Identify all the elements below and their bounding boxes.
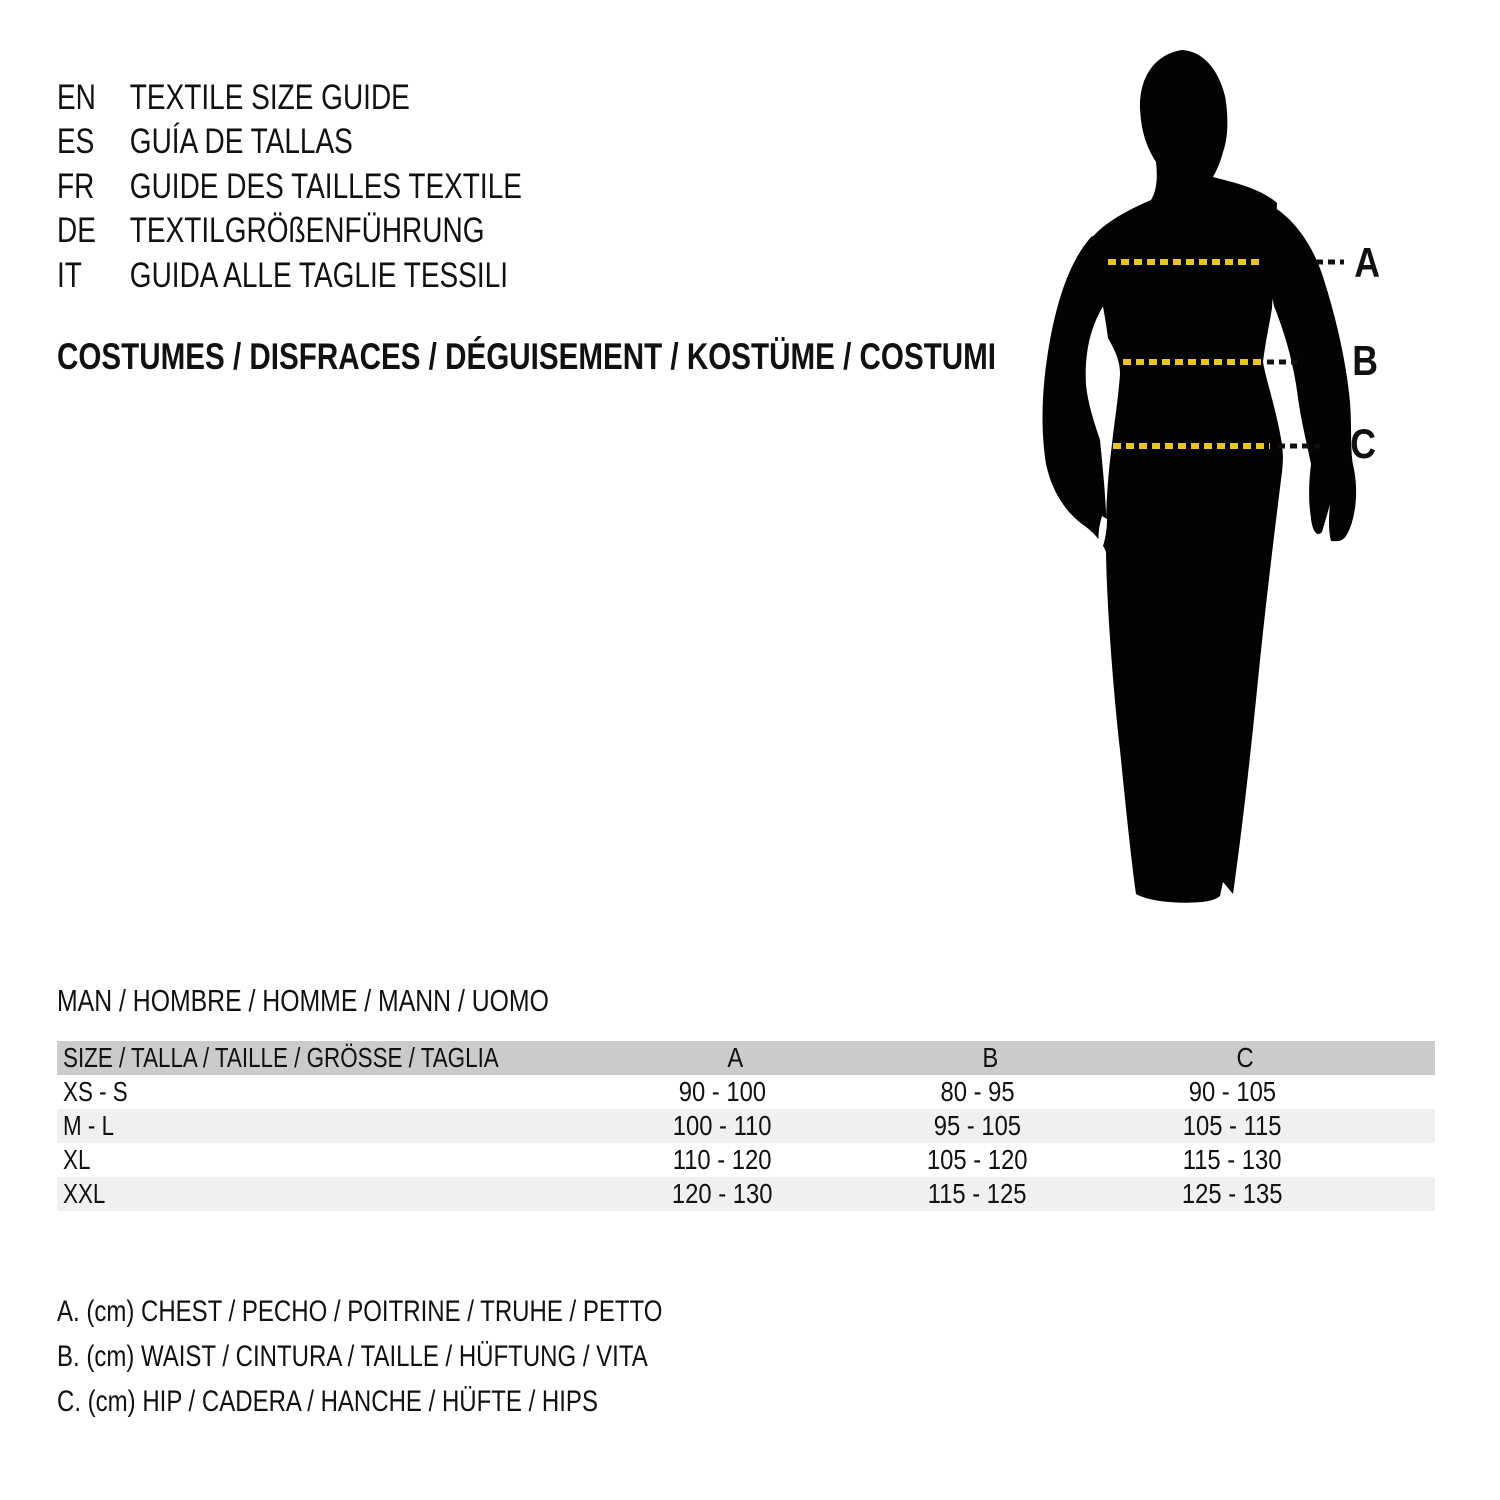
section-heading-man: MAN / HOMBRE / HOMME / MANN / UOMO <box>57 983 549 1018</box>
language-title: GUIDE DES TAILLES TEXTILE <box>129 167 522 206</box>
language-code: DE <box>57 211 96 250</box>
value-cell-c: 90 - 105 <box>1188 1076 1277 1107</box>
language-title: GUÍA DE TALLAS <box>129 122 353 161</box>
header-col-c: C <box>1236 1042 1254 1073</box>
table-row-xl <box>57 1143 1435 1177</box>
language-code: EN <box>57 78 96 117</box>
language-code: IT <box>57 256 82 295</box>
measure-label-c: C <box>1350 420 1376 467</box>
man-silhouette-body <box>1088 50 1283 903</box>
value-cell-c: 125 - 135 <box>1182 1178 1283 1209</box>
language-row-de <box>57 213 591 249</box>
size-table <box>57 1041 1435 1211</box>
value-cell-a: 90 - 100 <box>678 1076 767 1107</box>
value-cell-b: 105 - 120 <box>927 1144 1028 1175</box>
language-title: TEXTILGRÖßENFÜHRUNG <box>129 211 485 250</box>
value-cell-a: 120 - 130 <box>672 1178 773 1209</box>
language-row-en <box>57 80 498 116</box>
language-row-it <box>57 258 621 294</box>
header-col-b: B <box>982 1042 999 1073</box>
category-heading: COSTUMES / DISFRACES / DÉGUISEMENT / KOSTÜME / COSTUMI <box>57 336 997 377</box>
value-cell-a: 100 - 110 <box>673 1110 772 1141</box>
table-row-xxl <box>57 1177 1435 1211</box>
header-size-label: SIZE / TALLA / TAILLE / GRÖSSE / TAGLIA <box>63 1042 499 1073</box>
table-row-m-l <box>57 1109 1435 1143</box>
man-silhouette-figure <box>1020 40 1380 920</box>
size-cell: XXL <box>63 1178 106 1209</box>
measure-label-a: A <box>1354 239 1380 286</box>
language-code: FR <box>57 167 95 206</box>
value-cell-c: 105 - 115 <box>1183 1110 1282 1141</box>
measure-label-b: B <box>1352 337 1378 384</box>
size-table-header <box>57 1041 1435 1075</box>
legend-item-waist: B. (cm) WAIST / CINTURA / TAILLE / HÜFTUNG / VITA <box>57 1340 648 1373</box>
value-cell-b: 80 - 95 <box>940 1076 1015 1107</box>
language-code: ES <box>57 122 95 161</box>
language-row-fr <box>57 169 638 205</box>
value-cell-a: 110 - 120 <box>673 1144 772 1175</box>
legend-item-chest: A. (cm) CHEST / PECHO / POITRINE / TRUHE / PETTO <box>57 1295 663 1328</box>
size-cell: M - L <box>63 1110 115 1141</box>
value-cell-b: 115 - 125 <box>928 1178 1027 1209</box>
value-cell-c: 115 - 130 <box>1183 1144 1282 1175</box>
legend-item-hip: C. (cm) HIP / CADERA / HANCHE / HÜFTE / HIPS <box>57 1385 598 1418</box>
size-cell: XS - S <box>63 1076 128 1107</box>
language-row-es <box>57 124 427 160</box>
table-row-xs-s <box>57 1075 1435 1109</box>
language-title: GUIDA ALLE TAGLIE TESSILI <box>129 256 508 295</box>
value-cell-b: 95 - 105 <box>933 1110 1022 1141</box>
header-col-a: A <box>727 1042 744 1073</box>
man-silhouette-left-arm <box>1043 236 1107 552</box>
language-title: TEXTILE SIZE GUIDE <box>129 78 410 117</box>
size-cell: XL <box>63 1144 91 1175</box>
